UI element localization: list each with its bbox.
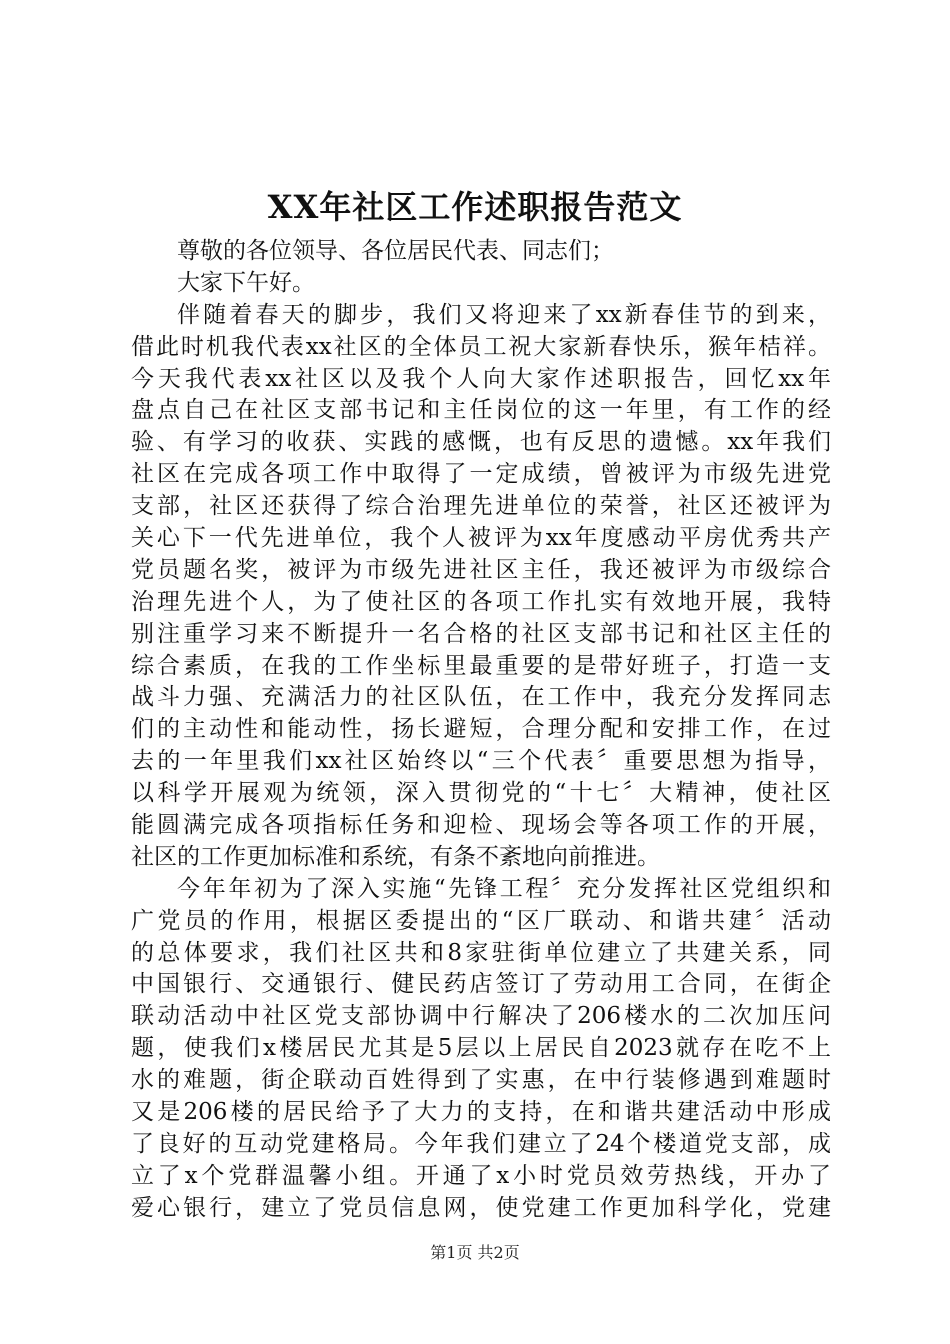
text-line: 伴随着春天的脚步，我们又将迎来了xx新春佳节的到来， (177, 301, 831, 328)
text-line: 今天我代表xx社区以及我个人向大家作述职报告，回忆xx年 (131, 365, 831, 392)
text-line: 别注重学习来不断提升一名合格的社区支部书记和社区主任的 (131, 620, 831, 647)
text-line: 社区在完成各项工作中取得了一定成绩，曾被评为市级先进党 (131, 461, 831, 488)
text-line: 水的难题，街企联动百姓得到了实惠，在中行装修遇到难题时 (131, 1067, 831, 1094)
text-line: 们的主动性和能动性，扬长避短，合理分配和安排工作，在过 (131, 716, 831, 743)
text-line: 党员题名奖，被评为市级先进社区主任，我还被评为市级综合 (131, 556, 831, 583)
text-line: 广党员的作用，根据区委提出的“区厂联动、和谐共建〞活动 (131, 907, 831, 934)
text-line: 治理先进个人，为了使社区的各项工作扎实有效地开展，我特 (131, 588, 831, 615)
text-line: 能圆满完成各项指标任务和迎检、现场会等各项工作的开展， (131, 812, 831, 839)
text-line: 支部，社区还获得了综合治理先进单位的荣誉，社区还被评为 (131, 493, 831, 520)
text-line: 联动活动中社区党支部协调中行解决了206楼水的二次加压问 (131, 1003, 831, 1030)
text-line: 验、有学习的收获、实践的感慨，也有反思的遗憾。xx年我们 (131, 429, 831, 456)
text-line: 今年年初为了深入实施“先锋工程〞充分发挥社区党组织和 (177, 875, 831, 902)
text-line: 题，使我们x楼居民尤其是5层以上居民自2023就存在吃不上 (131, 1035, 831, 1062)
text-line: 盘点自己在社区支部书记和主任岗位的这一年里，有工作的经 (131, 397, 831, 424)
text-line: 关心下一代先进单位，我个人被评为xx年度感动平房优秀共产 (131, 525, 831, 552)
text-line: 去的一年里我们xx社区始终以“三个代表〞重要思想为指导， (131, 748, 831, 775)
text-line: 大家下午好。 (177, 269, 315, 296)
text-line: 的总体要求，我们社区共和8家驻街单位建立了共建关系，同 (131, 939, 831, 966)
page-footer: 第1页 共2页 (430, 1243, 520, 1262)
text-line: 爱心银行，建立了党员信息网，使党建工作更加科学化，党建 (131, 1194, 831, 1221)
text-line: 又是206楼的居民给予了大力的支持，在和谐共建活动中形成 (131, 1099, 831, 1126)
text-line: 尊敬的各位领导、各位居民代表、同志们； (177, 238, 614, 264)
text-line: 借此时机我代表xx社区的全体员工祝大家新春快乐，猴年桔祥。 (131, 333, 831, 360)
text-line: 中国银行、交通银行、健民药店签订了劳动用工合同，在街企 (131, 971, 831, 998)
text-line: 立了x个党群温馨小组。开通了x小时党员效劳热线，开办了 (131, 1162, 831, 1189)
text-line: 战斗力强、充满活力的社区队伍，在工作中，我充分发挥同志 (131, 684, 831, 711)
text-line: 社区的工作更加标准和系统，有条不紊地向前推进。 (131, 843, 660, 870)
text-line: 了良好的互动党建格局。今年我们建立了24个楼道党支部，成 (131, 1130, 831, 1157)
page-title: XX年社区工作述职报告范文 (267, 188, 683, 226)
document-body (131, 236, 831, 1225)
text-line: 以科学开展观为统领，深入贯彻党的“十七〞大精神，使社区 (131, 780, 831, 807)
text-line: 综合素质，在我的工作坐标里最重要的是带好班子，打造一支 (131, 652, 831, 679)
